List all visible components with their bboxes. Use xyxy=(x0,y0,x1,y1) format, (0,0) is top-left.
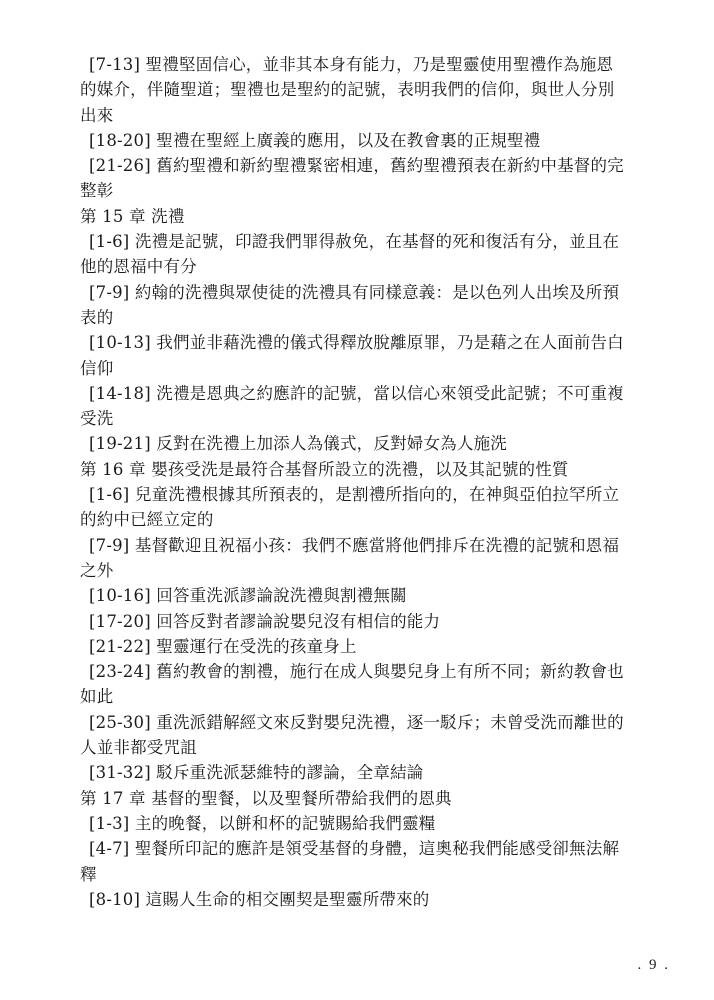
text-line: 整彰 xyxy=(80,181,114,201)
text-line: 人並非都受咒詛 xyxy=(80,738,197,758)
text-line: 之外 xyxy=(80,560,114,580)
text-line: 的約中已經立定的 xyxy=(80,510,214,530)
text-line: [23-24] 舊約教會的割禮，施行在成人與嬰兒身上有所不同；新約教會也 xyxy=(89,662,624,682)
text-line: [31-32] 駁斥重洗派瑟維特的謬論，全章結論 xyxy=(89,763,424,783)
text-line: [8-10] 這賜人生命的相交團契是聖靈所帶來的 xyxy=(89,889,430,909)
text-line: [21-22] 聖靈運行在受洗的孩童身上 xyxy=(89,636,357,656)
page-number: . 9 . xyxy=(637,957,670,973)
text-line: [7-9] 約翰的洗禮與眾使徒的洗禮具有同樣意義：是以色列人出埃及所預 xyxy=(89,282,620,302)
text-line: [14-18] 洗禮是恩典之約應許的記號，當以信心來領受此記號；不可重複 xyxy=(89,383,624,403)
text-line: [17-20] 回答反對者謬論說嬰兒沒有相信的能力 xyxy=(89,611,441,631)
chapter-heading: 第 15 章 洗禮 xyxy=(80,206,185,226)
text-line: 如此 xyxy=(80,687,114,707)
text-line: 釋 xyxy=(80,864,97,884)
text-line: [1-6] 兒童洗禮根據其所預表的，是割禮所指向的，在神與亞伯拉罕所立 xyxy=(89,485,620,505)
text-line: [25-30] 重洗派錯解經文來反對嬰兒洗禮，逐一駁斥；未曾受洗而離世的 xyxy=(89,712,624,732)
text-line: 信仰 xyxy=(80,358,114,378)
text-line: [7-9] 基督歡迎且祝福小孩：我們不應當將他們排斥在洗禮的記號和恩福 xyxy=(89,535,620,555)
text-line: [7-13] 聖禮堅固信心，並非其本身有能力，乃是聖靈使用聖禮作為施恩 xyxy=(89,55,614,74)
document-body xyxy=(80,52,646,912)
text-line: [18-20] 聖禮在聖經上廣義的應用，以及在教會裏的正規聖禮 xyxy=(89,130,541,150)
text-line: [21-26] 舊約聖禮和新約聖禮緊密相連，舊約聖禮預表在新約中基督的完 xyxy=(89,156,624,176)
text-line: 的媒介，伴隨聖道；聖禮也是聖約的記號，表明我們的信仰，與世人分別 xyxy=(80,80,615,100)
chapter-heading: 第 16 章 嬰孩受洗是最符合基督所設立的洗禮，以及其記號的性質 xyxy=(80,459,569,479)
text-line: 表的 xyxy=(80,307,114,327)
text-line: [4-7] 聖餐所印記的應許是領受基督的身體，這奧秘我們能感受卻無法解 xyxy=(89,839,620,859)
text-line: 他的恩福中有分 xyxy=(80,257,197,277)
chapter-heading: 第 17 章 基督的聖餐，以及聖餐所帶給我們的恩典 xyxy=(80,788,452,808)
text-line: [10-16] 回答重洗派謬論說洗禮與割禮無關 xyxy=(89,586,407,606)
text-line: [1-6] 洗禮是記號，印證我們罪得赦免，在基督的死和復活有分，並且在 xyxy=(89,232,620,252)
text-line: [1-3] 主的晚餐，以餅和杯的記號賜給我們靈糧 xyxy=(89,813,436,833)
text-line: 受洗 xyxy=(80,409,114,429)
text-line: [19-21] 反對在洗禮上加添人為儀式，反對婦女為人施洗 xyxy=(89,434,507,454)
text-line: [10-13] 我們並非藉洗禮的儀式得釋放脫離原罪，乃是藉之在人面前告白 xyxy=(89,333,624,353)
text-line: 出來 xyxy=(80,105,114,125)
